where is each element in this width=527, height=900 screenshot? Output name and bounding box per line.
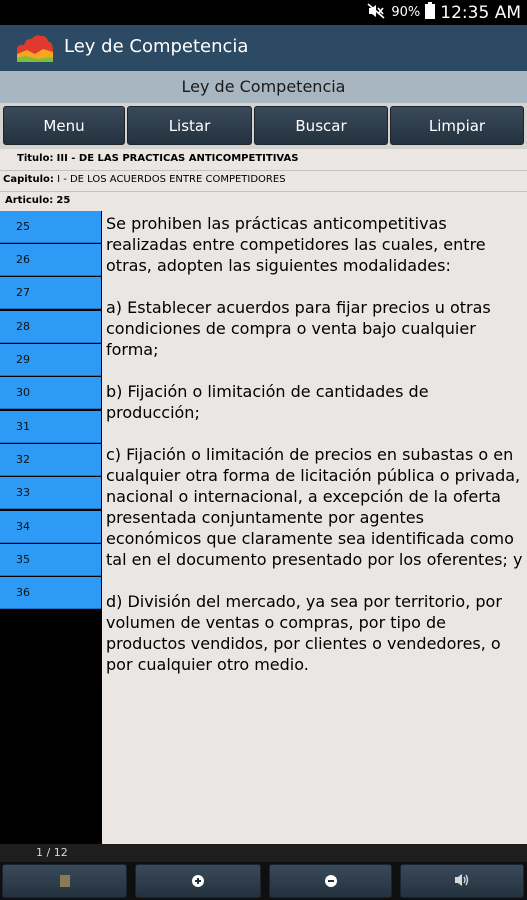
speaker-button[interactable] <box>400 864 524 898</box>
action-bar <box>0 25 527 71</box>
bookmark-button[interactable] <box>2 864 127 898</box>
capitulo-label: Capitulo: <box>3 174 54 185</box>
list-item[interactable]: 29 <box>0 344 101 376</box>
zoom-out-button[interactable] <box>269 864 392 898</box>
capitulo-value: I - DE LOS ACUERDOS ENTRE COMPETIDORES <box>57 174 286 185</box>
status-bar <box>0 0 527 25</box>
articulo-row <box>5 194 70 208</box>
divider <box>0 170 527 171</box>
list-item[interactable]: 36 <box>0 577 101 609</box>
page-title: Ley de Competencia <box>0 71 527 103</box>
mute-icon <box>366 3 386 23</box>
article-info <box>0 149 527 211</box>
speaker-icon <box>454 872 470 891</box>
article-content <box>102 211 527 844</box>
pager <box>0 844 527 862</box>
list-item[interactable]: 27 <box>0 277 101 309</box>
list-item[interactable]: 28 <box>0 311 101 343</box>
zoom-in-button[interactable] <box>135 864 261 898</box>
article-paragraph: d) División del mercado, ya sea por territorio, por volumen de ventas o compras, por tipo de productos vendidos, por clientes o vendedores, o por cualquier otro medio. <box>106 592 502 674</box>
list-item[interactable]: 25 <box>0 211 101 243</box>
bottom-toolbar <box>0 862 527 900</box>
article-paragraph: Se prohiben las prácticas anticompetitivas realizadas entre competidores las cuales, entre otras, adopten las siguientes modalidades: <box>106 214 486 275</box>
titulo-row <box>17 152 298 166</box>
list-item[interactable]: 33 <box>0 477 101 509</box>
titulo-value: III - DE LAS PRACTICAS ANTICOMPETITIVAS <box>56 153 299 164</box>
article-paragraph: a) Establecer acuerdos para fijar precios u otras condiciones de compra o venta bajo cualquier forma; <box>106 298 491 359</box>
articulo-label: Articulo: <box>5 195 54 206</box>
listar-button[interactable]: Listar <box>127 106 252 145</box>
toolbar <box>0 103 527 149</box>
list-item[interactable]: 35 <box>0 544 101 576</box>
titulo-label: Titulo: <box>17 153 54 164</box>
list-item[interactable]: 34 <box>0 511 101 543</box>
article-paragraph: c) Fijación o limitación de precios en subastas o en cualquier otra forma de licitación pública o privada, nacional o internacional, a excepción de la oferta presentada conjuntamente por agentes económicos que claramente sea identificada como tal en el documento presentado por los oferentes; y <box>106 445 523 569</box>
limpiar-button[interactable]: Limpiar <box>390 106 524 145</box>
buscar-button[interactable]: Buscar <box>254 106 388 145</box>
list-item[interactable]: 31 <box>0 411 101 443</box>
list-item[interactable]: 30 <box>0 377 101 409</box>
article-paragraph: b) Fijación o limitación de cantidades de producción; <box>106 382 429 422</box>
list-item[interactable]: 26 <box>0 244 101 276</box>
divider <box>0 191 527 192</box>
capitulo-row <box>3 173 286 187</box>
article-list[interactable] <box>0 211 102 844</box>
articulo-value: 25 <box>56 195 71 206</box>
clock: 12:35 AM <box>440 2 521 23</box>
bookmark-icon <box>60 872 70 891</box>
page-count: 1 / 12 <box>36 846 68 859</box>
app-logo-icon[interactable] <box>15 32 55 64</box>
list-item[interactable]: 32 <box>0 444 101 476</box>
zoom-in-icon <box>192 872 204 891</box>
app-title: Ley de Competencia <box>64 36 249 57</box>
battery-percent: 90% <box>391 5 421 20</box>
zoom-out-icon <box>325 872 337 891</box>
menu-button[interactable]: Menu <box>3 106 125 145</box>
battery-icon <box>425 2 435 23</box>
